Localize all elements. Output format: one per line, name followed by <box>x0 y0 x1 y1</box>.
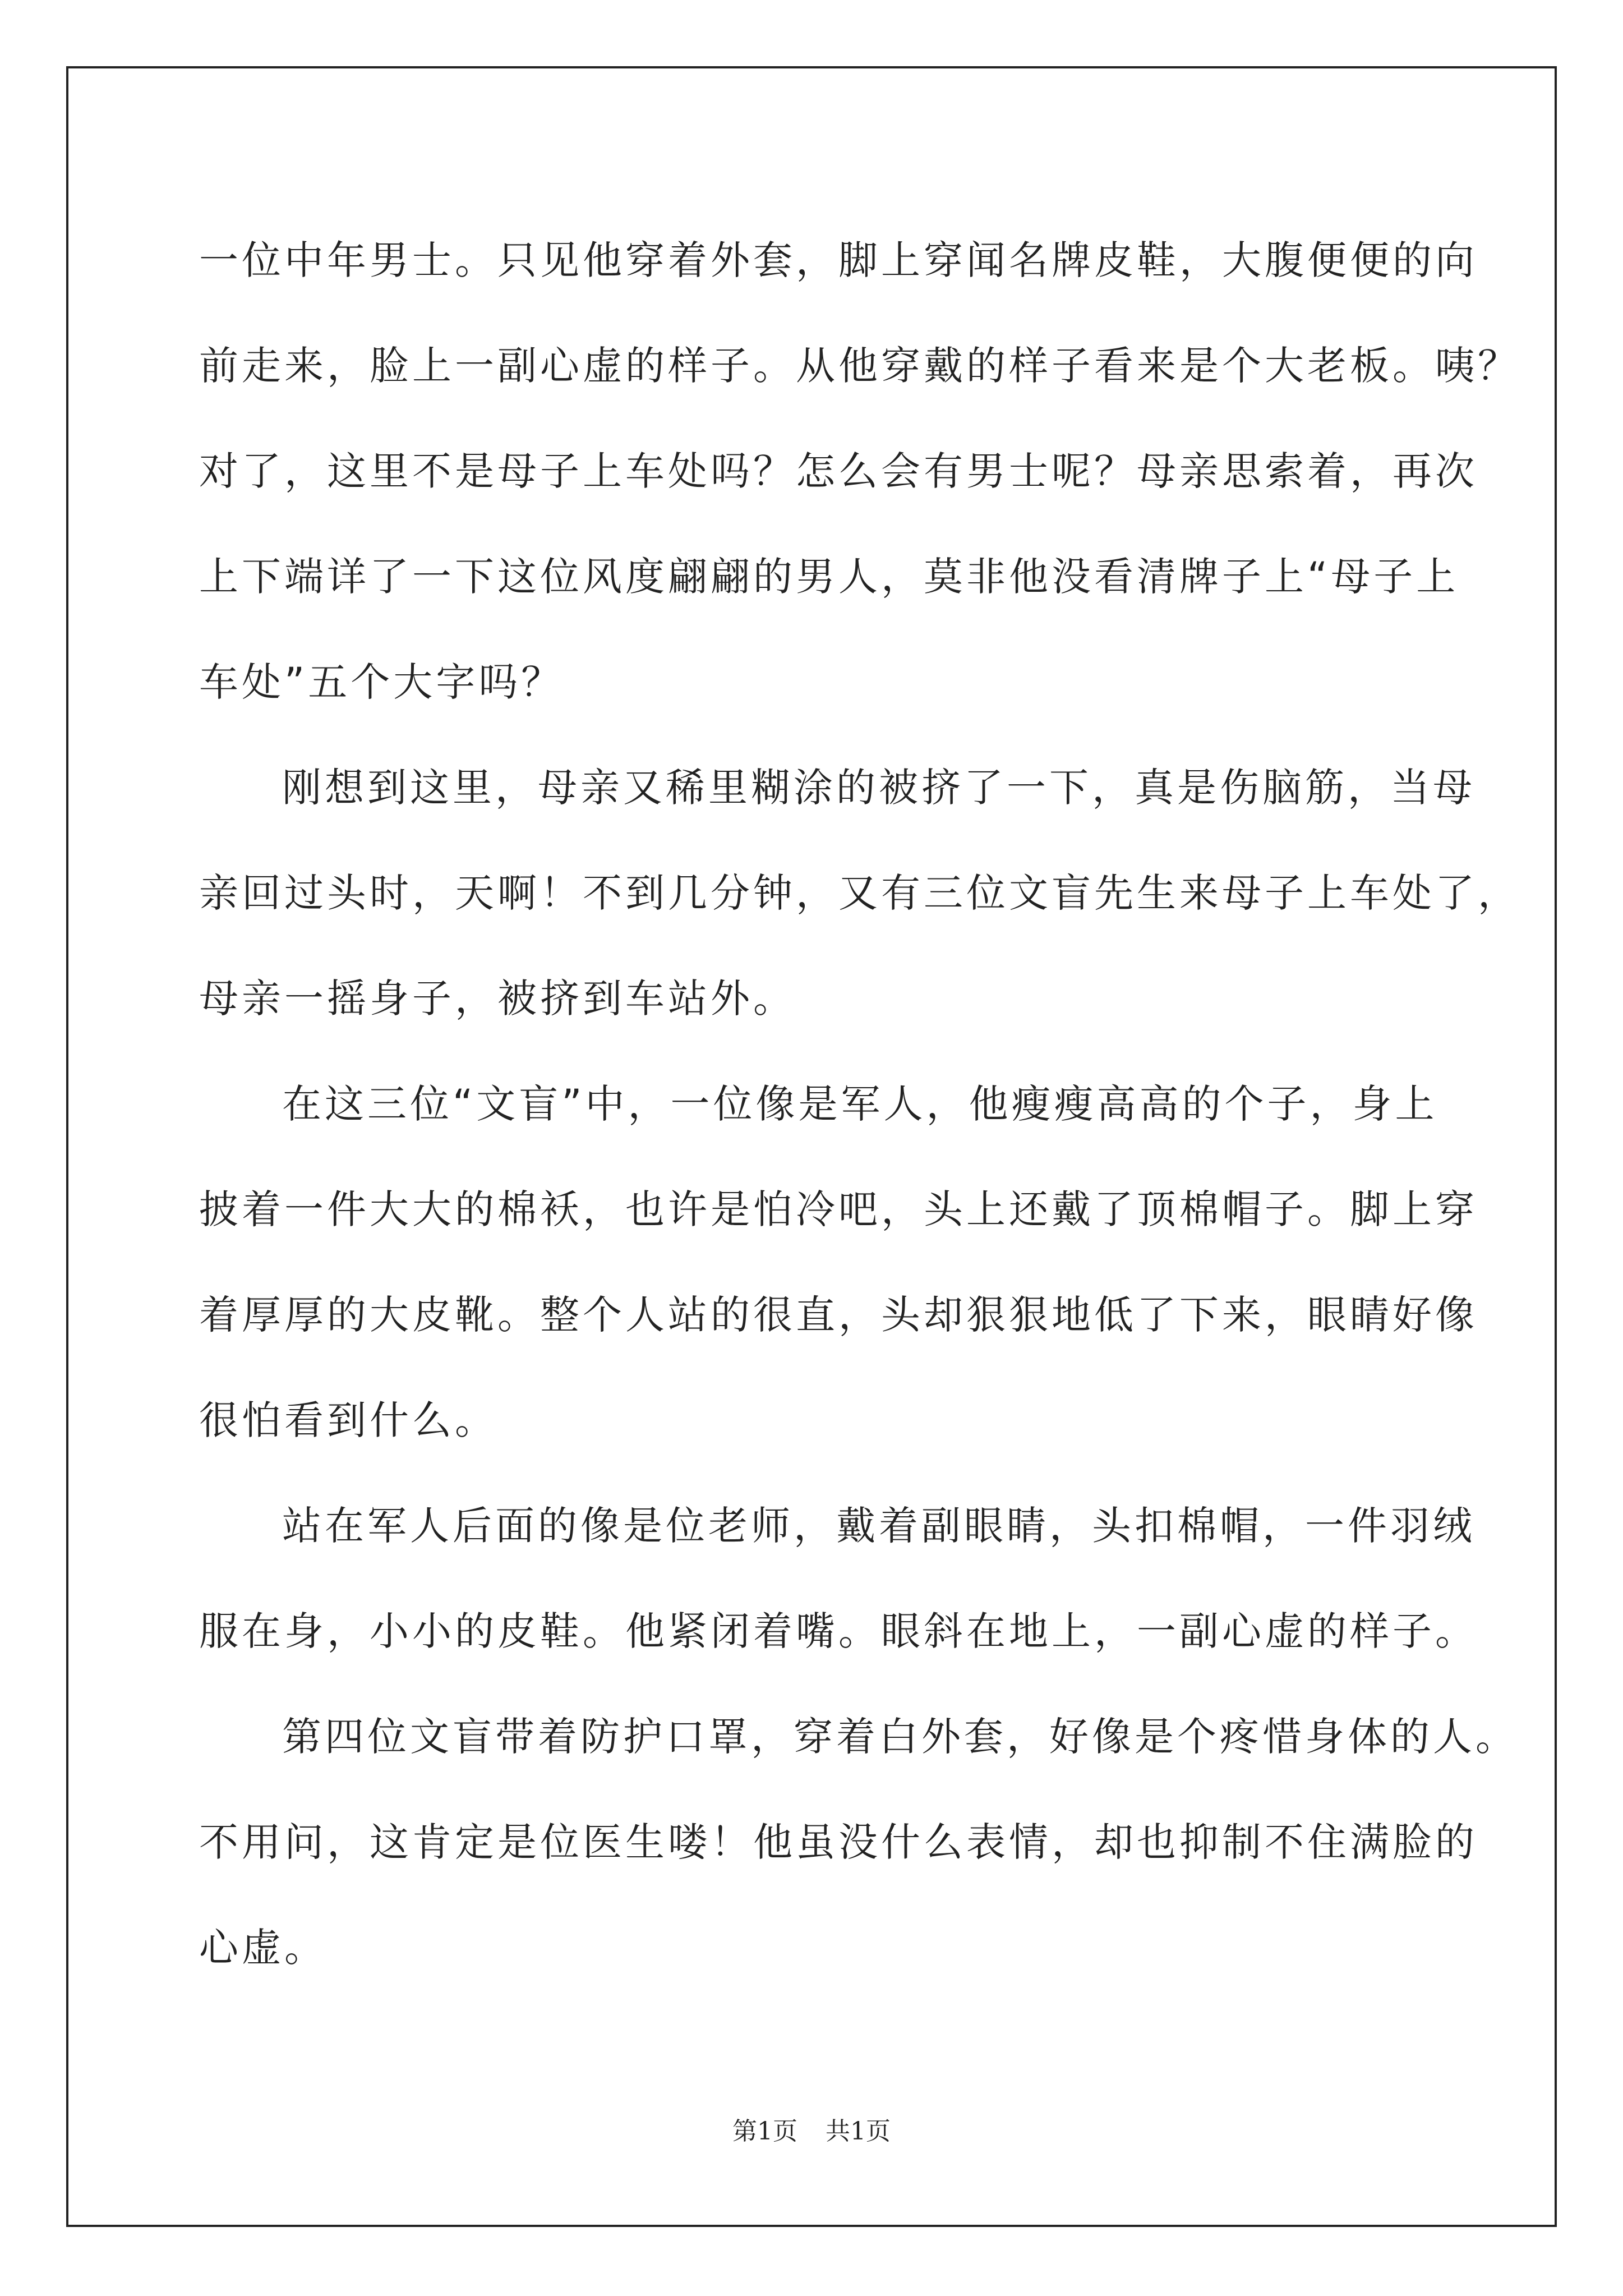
text-line: 很怕看到什么。 <box>199 1397 497 1443</box>
text-line: 母亲一摇身子，被挤到车站外。 <box>199 976 796 1022</box>
text-line: 不用问，这肯定是位医生喽！他虽没什么表情，却也抑制不住满脸的 <box>199 1819 1478 1865</box>
page-footer <box>0 2115 1623 2148</box>
text-line: 上下端详了一下这位风度翩翩的男人，莫非他没看清牌子上“母子上 <box>199 554 1459 600</box>
paragraph-first-line: 在这三位“文盲”中，一位像是军人，他瘦瘦高高的个子，身上 <box>282 1081 1438 1127</box>
page-number-current: 第1页 <box>732 2117 797 2146</box>
page-number-total: 共1页 <box>826 2117 891 2146</box>
text-line: 服在身，小小的皮鞋。他紧闭着嘴。眼斜在地上，一副心虚的样子。 <box>199 1608 1478 1654</box>
text-line: 对了，这里不是母子上车处吗？怎么会有男士呢？母亲思索着，再次 <box>199 448 1478 494</box>
text-line: 披着一件大大的棉袄，也许是怕冷吧，头上还戴了顶棉帽子。脚上穿 <box>199 1186 1478 1232</box>
text-line: 着厚厚的大皮靴。整个人站的很直，头却狠狠地低了下来，眼睛好像 <box>199 1292 1478 1338</box>
paragraph-first-line: 刚想到这里，母亲又稀里糊涂的被挤了一下，真是伤脑筋，当母 <box>282 765 1476 811</box>
text-line: 前走来，脸上一副心虚的样子。从他穿戴的样子看来是个大老板。咦？ <box>199 343 1520 389</box>
paragraph-first-line: 站在军人后面的像是位老师，戴着副眼睛，头扣棉帽，一件羽绒 <box>282 1503 1476 1549</box>
text-line: 一位中年男士。只见他穿着外套，脚上穿闻名牌皮鞋，大腹便便的向 <box>199 237 1478 283</box>
document-body <box>199 208 1520 2000</box>
text-line: 心虚。 <box>199 1925 327 1971</box>
paragraph-first-line: 第四位文盲带着防护口罩，穿着白外套，好像是个疼惜身体的人。 <box>282 1714 1518 1760</box>
text-line: 亲回过头时，天啊！不到几分钟，又有三位文盲先生来母子上车处了， <box>199 870 1520 916</box>
text-line: 车处”五个大字吗？ <box>199 659 564 705</box>
